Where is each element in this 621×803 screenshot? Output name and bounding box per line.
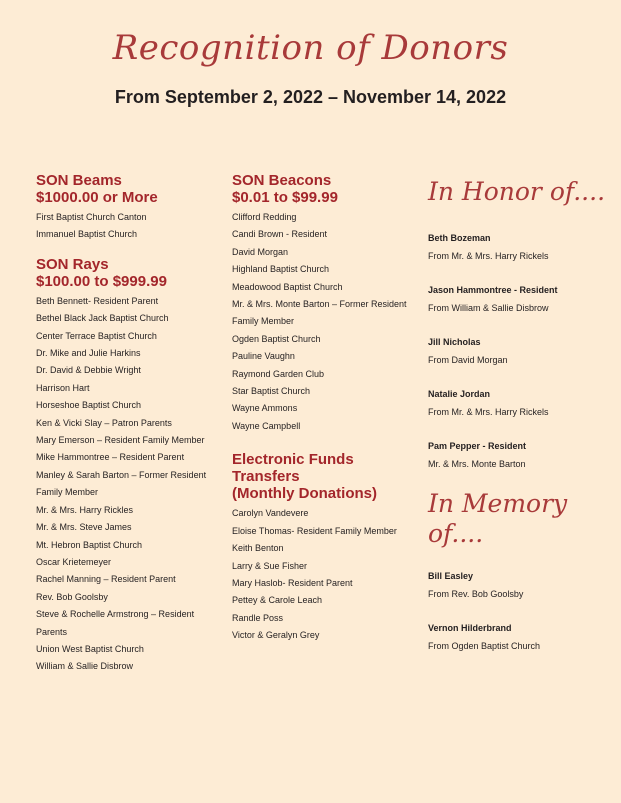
memory-from: From Ogden Baptist Church (428, 641, 541, 651)
son-beams-range: $1000.00 or More (36, 189, 158, 206)
honor-entry (428, 333, 608, 369)
list-item: Pettey & Carole Leach (232, 595, 323, 606)
son-beacons-section (232, 172, 417, 435)
list-item: Carolyn Vandevere (232, 508, 309, 519)
memory-list (428, 567, 608, 655)
list-item: Horseshoe Baptist Church (36, 400, 142, 411)
list-item: Beth Bennett- Resident Parent (36, 295, 159, 306)
memorial-name: Vernon Hilderbrand (428, 623, 512, 633)
eft-list (232, 505, 417, 644)
son-beacons-heading (232, 172, 417, 206)
list-item: Steve & Rochelle Armstrong – Resident (36, 609, 195, 620)
memory-entry (428, 567, 608, 603)
honoree-name: Beth Bozeman (428, 233, 491, 243)
list-item: William & Sallie Disbrow (36, 661, 134, 672)
list-item: Bethel Black Jack Baptist Church (36, 313, 169, 324)
list-item: Union West Baptist Church (36, 643, 144, 654)
list-item: Family Member (232, 316, 295, 327)
list-item: Family Member (36, 487, 99, 498)
list-item: Mary Haslob- Resident Parent (232, 577, 353, 588)
list-item: Immanuel Baptist Church (36, 229, 138, 240)
son-rays-list (36, 293, 216, 676)
list-item: Rev. Bob Goolsby (36, 591, 108, 602)
page-subtitle: From September 2, 2022 – November 14, 2022 (114, 87, 507, 107)
list-item: Clifford Redding (232, 212, 297, 222)
son-rays-section (36, 256, 216, 676)
son-beams-heading (36, 172, 216, 206)
honoree-name: Jason Hammontree - Resident (428, 285, 558, 295)
honor-list (428, 229, 608, 473)
honor-entry (428, 385, 608, 421)
page-title: Recognition of Donors (112, 28, 509, 68)
list-item: Parents (36, 626, 68, 637)
honor-from: Mr. & Mrs. Monte Barton (428, 459, 526, 469)
list-item: Dr. Mike and Julie Harkins (36, 348, 141, 359)
list-item: Victor & Geralyn Grey (232, 630, 320, 641)
memorial-name: Bill Easley (428, 571, 474, 581)
list-item: Oscar Krietemeyer (36, 556, 112, 567)
list-item: Keith Benton (232, 543, 284, 554)
honoree-name: Jill Nicholas (428, 337, 481, 347)
eft-heading (232, 451, 417, 502)
honor-entry (428, 229, 608, 265)
list-item: Meadowood Baptist Church (232, 281, 343, 292)
son-beams-list (36, 209, 216, 244)
list-item: Dr. David & Debbie Wright (36, 365, 141, 376)
son-rays-range: $100.00 to $999.99 (36, 272, 167, 290)
list-item: Harrison Hart (36, 382, 90, 393)
honoree-name: Pam Pepper - Resident (428, 441, 527, 451)
list-item: Pauline Vaughn (232, 351, 295, 362)
son-beacons-range: $0.01 to $99.99 (232, 189, 338, 206)
list-item: Eloise Thomas- Resident Family Member (232, 525, 397, 536)
list-item: Mary Emerson – Resident Family Member (36, 435, 205, 446)
list-item: Manley & Sarah Barton – Former Resident (36, 469, 207, 480)
column-middle (232, 172, 417, 645)
list-item: First Baptist Church Canton (36, 212, 147, 222)
list-item: Ken & Vicki Slay – Patron Parents (36, 417, 172, 428)
honor-from: From William & Sallie Disbrow (428, 303, 549, 313)
honor-from: From Mr. & Mrs. Harry Rickels (428, 251, 549, 261)
memory-entry (428, 619, 608, 655)
eft-title: Electronic Funds Transfers (232, 451, 354, 486)
list-item: Candi Brown - Resident (232, 229, 328, 240)
memory-heading: In Memory of.... (428, 489, 568, 548)
list-item: Mike Hammontree – Resident Parent (36, 452, 185, 463)
honor-entry (428, 437, 608, 473)
honor-entry (428, 281, 608, 317)
list-item: Center Terrace Baptist Church (36, 330, 157, 341)
list-item: Mr. & Mrs. Harry Rickles (36, 504, 134, 515)
son-beams-section (36, 172, 216, 244)
list-item: Mt. Hebron Baptist Church (36, 539, 143, 550)
eft-section (232, 451, 417, 644)
honoree-name: Natalie Jordan (428, 389, 491, 399)
son-beacons-title: SON Beacons (232, 172, 332, 189)
list-item: Wayne Ammons (232, 403, 298, 414)
list-item: David Morgan (232, 246, 289, 257)
list-item: Highland Baptist Church (232, 264, 330, 275)
son-beacons-list (232, 209, 417, 435)
son-rays-heading (36, 256, 216, 290)
list-item: Raymond Garden Club (232, 368, 325, 379)
list-item: Randle Poss (232, 612, 284, 623)
honor-heading: In Honor of.... (428, 177, 606, 206)
list-item: Mr. & Mrs. Steve James (36, 522, 132, 533)
honor-from: From Mr. & Mrs. Harry Rickels (428, 407, 549, 417)
list-item: Larry & Sue Fisher (232, 560, 308, 571)
list-item: Ogden Baptist Church (232, 333, 321, 344)
eft-subtitle: (Monthly Donations) (232, 485, 377, 503)
son-rays-title: SON Rays (36, 255, 109, 273)
column-left (36, 172, 216, 676)
memory-from: From Rev. Bob Goolsby (428, 589, 524, 599)
list-item: Rachel Manning – Resident Parent (36, 574, 176, 585)
list-item: Mr. & Mrs. Monte Barton – Former Resident (232, 299, 407, 310)
honor-from: From David Morgan (428, 355, 508, 365)
list-item: Star Baptist Church (232, 386, 311, 397)
column-right (428, 172, 608, 671)
list-item: Wayne Campbell (232, 420, 301, 431)
son-beams-title: SON Beams (36, 172, 122, 189)
